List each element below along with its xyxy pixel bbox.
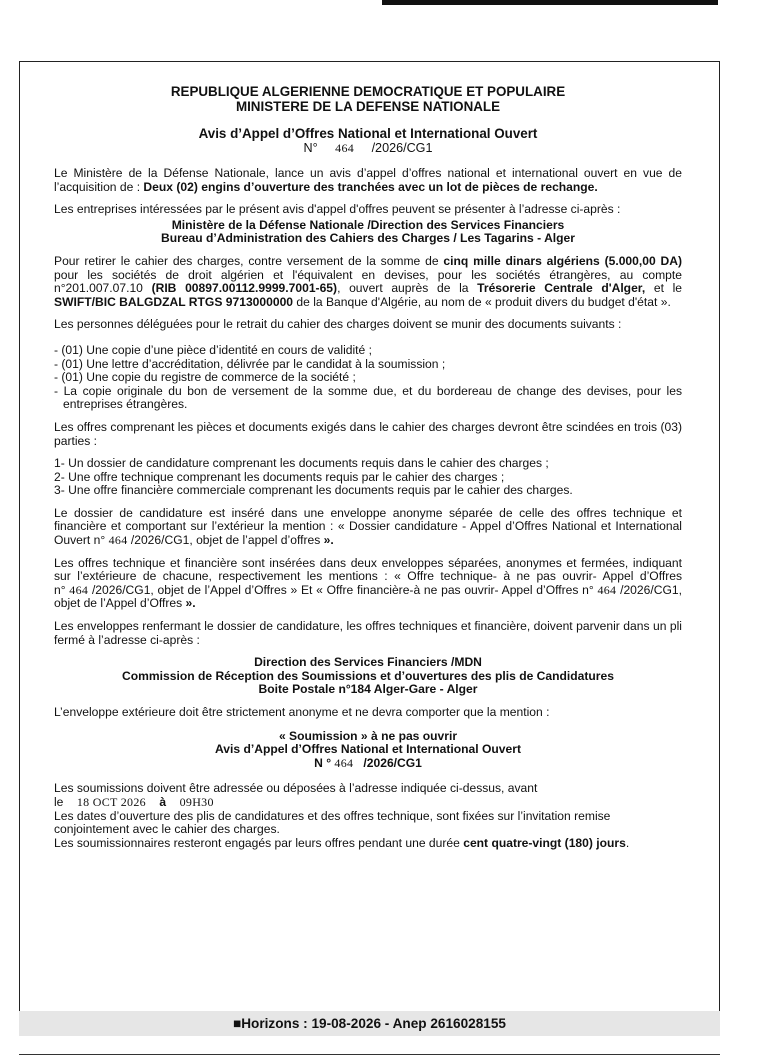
deadline-date-line: le 18 OCT 2026 à 09H30	[54, 794, 214, 809]
envelopes-paragraph: Les offres technique et financière sont insérées dans deux enveloppes séparées, anonymes et fermées, indiquant sur l’extérieure de chacune, respectivement les mentions : « Offre technique- à ne pas ouvrir- Appel d’Offres n° 464 /2026/CG1, objet de l’Appel d’Offres » Et « Offre financière-à ne pas ouvrir- Appel d’Offres n° 464 /2026/CG1, objet de l’Appel d’Offres ».	[54, 555, 682, 611]
opening-dates-text: Les dates d’ouverture des plis de candidatures et des offres technique, sont fixées sur l’invitation remise conjointement avec le cahier des charges.	[54, 808, 611, 837]
deadline-block	[54, 782, 682, 850]
list-item: - (01) Une copie du registre de commerce de la société ;	[54, 370, 356, 385]
header	[54, 84, 682, 155]
header-republic: REPUBLIQUE ALGERIENNE DEMOCRATIQUE ET POPULAIRE	[170, 84, 566, 99]
bottom-rule	[19, 1054, 720, 1055]
intro-paragraph: Le Ministère de la Défense Nationale, lance un avis d’appel d’offres national et international ouvert en vue de l’acquisition de : Deux (02) engins d’ouverture des tranchées avec un lot de pièces de rechange.	[54, 166, 682, 194]
address-line-1: Ministère de la Défense Nationale /Direction des Services Financiers	[171, 217, 565, 232]
address-line-2: Bureau d’Administration des Cahiers des Charges / Les Tagarins - Alger	[161, 231, 575, 246]
documents-list	[54, 344, 682, 412]
handwritten-number: 464	[597, 582, 617, 597]
deadline-time: 09H30	[179, 794, 214, 809]
list-item: 2- Une offre technique comprenant les documents requis par le cahier des charges ;	[54, 469, 505, 484]
address-block	[54, 219, 682, 246]
mention-block	[54, 730, 682, 771]
footer-bar: ■Horizons : 19-08-2026 - Anep 2616028155	[19, 1011, 720, 1036]
notice-title: Avis d’Appel d’Offres National et International Ouvert	[198, 126, 538, 141]
delivery-line-2: Commission de Réception des Soumissions et d’ouvertures des plis de Candidatures	[122, 668, 614, 683]
parts-list	[54, 457, 682, 498]
handwritten-number: 464	[69, 582, 89, 597]
documents-intro: Les personnes déléguées pour le retrait du cahier des charges doivent se munir des documents suivants :	[54, 317, 622, 332]
list-item: - (01) Une lettre d’accréditation, délivrée par le candidat à la soumission ;	[54, 356, 446, 371]
deadline-text: Les soumissions doivent être adressée ou déposées à l’adresse indiquée ci-dessus, avant	[54, 781, 538, 796]
list-item: - (01) Une copie d’une pièce d’identité en cours de validité ;	[54, 342, 372, 357]
offers-intro: Les offres comprenant les pièces et documents exigés dans le cahier des charges devront être scindées en trois (03) parties :	[54, 419, 682, 448]
notice-number: N° 464 /2026/CG1	[303, 141, 433, 155]
address-intro: Les entreprises intéressées par le présent avis d'appel d'offres peuvent se présenter à l’adresse ci-après :	[54, 202, 621, 217]
list-item: 1- Un dossier de candidature comprenant les documents requis dans le cahier des charges ;	[54, 456, 549, 471]
tender-object: Deux (02) engins d’ouverture des tranchées avec un lot de pièces de rechange.	[143, 179, 598, 194]
delivery-address-block	[54, 656, 682, 697]
candidature-paragraph: Le dossier de candidature est inséré dans une enveloppe anonyme séparée de celle des offres technique et financière et comportant sur l’extérieur la mention : « Dossier candidature - Appel d’Offres National et International Ouvert n° 464 /2026/CG1, objet de l’appel d’offres ».	[54, 505, 682, 548]
delivery-line-3: Boite Postale n°184 Alger-Gare - Alger	[258, 682, 478, 697]
payment-paragraph: Pour retirer le cahier des charges, contre versement de la somme de cinq mille dinars algériens (5.000,00 DA) pour les sociétés de droit algérien et l'équivalent en devises, pour les sociétés étrangères, au compte n°201.007.07.10 (RIB 00897.00112.9999.7001-65), ouvert auprès de la Trésorerie Centrale d'Alger, et le SWIFT/BIC BALGDZAL RTGS 9713000000 de la Banque d'Algérie, au nom de « produit divers du budget d'état ».	[54, 253, 683, 309]
mention-line-2: Avis d’Appel d’Offres National et International Ouvert	[215, 742, 521, 757]
mention-intro: L’enveloppe extérieure doit être strictement anonyme et ne devra comporter que la mention :	[54, 705, 550, 719]
list-item: - La copie originale du bon de versement de la somme due, et du bordereau de change des devises, pour les entreprises étrangères.	[54, 383, 682, 412]
notice-content	[54, 84, 682, 850]
mention-number: N ° 464 /2026/CG1	[314, 755, 422, 770]
delivery-line-1: Direction des Services Financiers /MDN	[254, 655, 482, 670]
handwritten-number: 464	[108, 533, 128, 548]
validity-text: Les soumissionnaires resteront engagés par leurs offres pendant une durée cent quatre-vingt (180) jours.	[54, 835, 630, 850]
handwritten-number: 464	[335, 141, 355, 155]
header-ministry: MINISTERE DE LA DEFENSE NATIONALE	[235, 99, 501, 114]
mention-line-1: « Soumission » à ne pas ouvrir	[278, 728, 458, 743]
list-item: 3- Une offre financière commerciale comprenant les documents requis par le cahier des charges.	[54, 483, 573, 498]
deadline-date: 18 OCT 2026	[76, 794, 146, 809]
delivery-intro: Les enveloppes renfermant le dossier de candidature, les offres techniques et financière, doivent parvenir dans un pli fermé à l’adresse ci-après :	[54, 619, 682, 647]
handwritten-number: 464	[334, 755, 354, 770]
top-bar	[382, 0, 718, 5]
